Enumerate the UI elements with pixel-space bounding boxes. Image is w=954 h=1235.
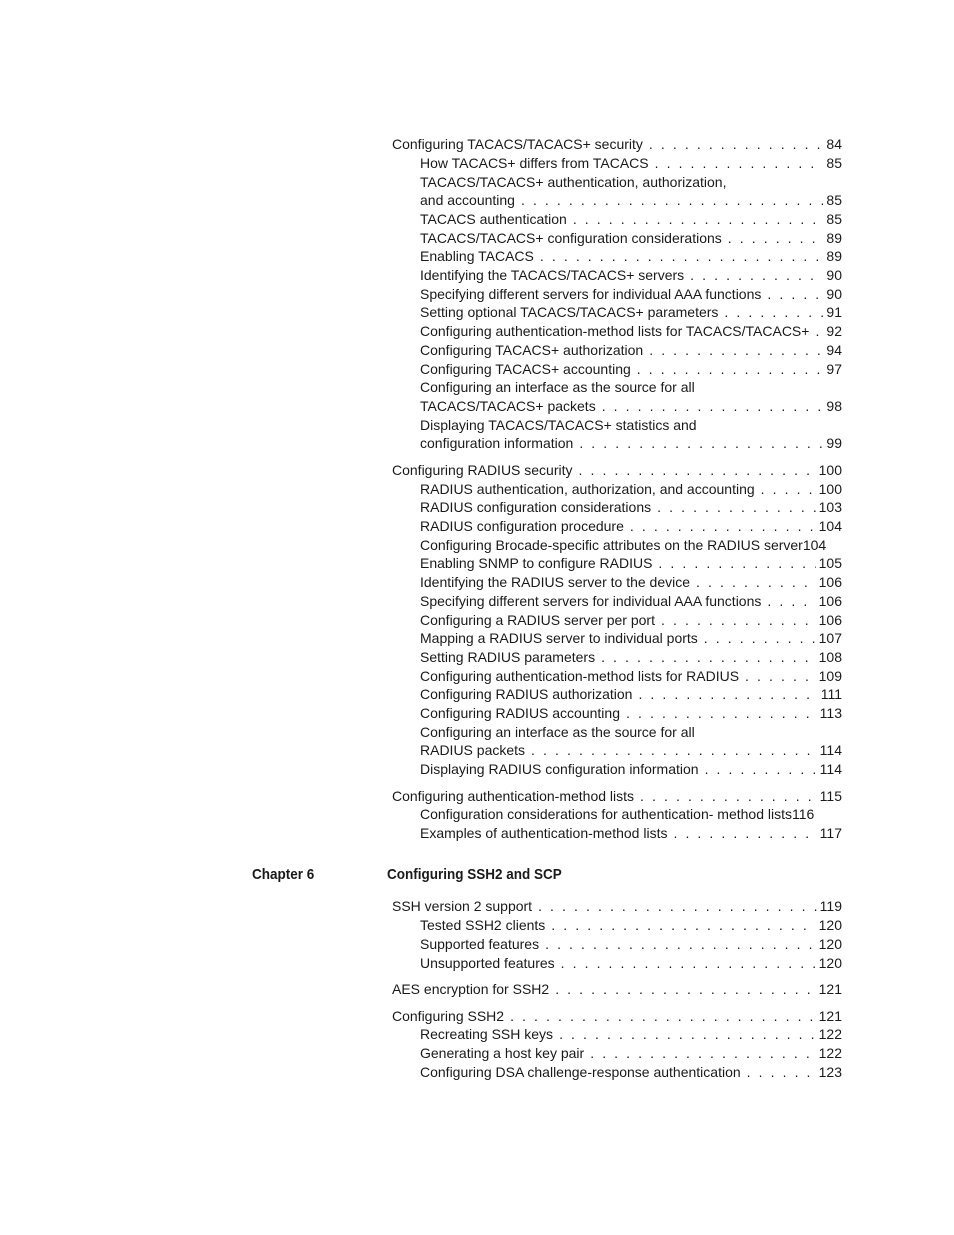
- toc-entry-title: TACACS/TACACS+ configuration considerations: [420, 230, 722, 246]
- toc-entry-page: 97: [826, 361, 842, 377]
- toc-entry-page: 90: [826, 267, 842, 283]
- toc-entry-page: 89: [826, 230, 842, 246]
- toc-entry-title: Specifying different servers for individual AAA functions: [420, 286, 762, 302]
- dot-leader: [626, 704, 817, 722]
- toc-entry[interactable]: [420, 247, 842, 265]
- dot-leader: [745, 667, 816, 685]
- dot-leader: [510, 1007, 816, 1025]
- toc-entry-title: Displaying RADIUS configuration information: [420, 761, 699, 777]
- toc-entry[interactable]: [420, 760, 842, 778]
- toc-entry-title: Configuring TACACS+ accounting: [420, 361, 631, 377]
- dot-leader: [573, 210, 824, 228]
- dot-leader: [705, 760, 817, 778]
- toc-entry[interactable]: [420, 285, 842, 303]
- toc-entry-title: Configuring TACACS/TACACS+ security: [392, 136, 643, 152]
- toc-entry-title: Identifying the TACACS/TACACS+ servers: [420, 267, 685, 283]
- dot-leader: [640, 787, 817, 805]
- toc-entry-continued: TACACS/TACACS+ authentication, authorization,: [420, 174, 727, 190]
- toc-entry-page: 123: [818, 1064, 842, 1080]
- toc-entry[interactable]: [392, 461, 842, 479]
- toc-entry-title: TACACS/TACACS+ packets: [420, 398, 596, 414]
- toc-entry-page: 119: [819, 898, 842, 914]
- dot-leader: [551, 916, 815, 934]
- toc-entry[interactable]: [420, 536, 842, 554]
- toc-entry-page: 116: [791, 806, 815, 822]
- dot-leader: [690, 266, 823, 284]
- dot-leader: [531, 741, 817, 759]
- dot-leader: [649, 135, 824, 153]
- toc-entry-page: 115: [819, 788, 842, 804]
- toc-entry[interactable]: [420, 611, 842, 629]
- toc-entry-page: 122: [818, 1026, 842, 1042]
- toc-entry-title: Recreating SSH keys: [420, 1026, 554, 1042]
- dot-leader: [747, 1063, 816, 1081]
- toc-entry-page: 84: [826, 136, 842, 152]
- toc-entry-title: Configuring authentication-method lists: [392, 788, 635, 804]
- toc-entry-page: 92: [826, 323, 842, 339]
- dot-leader: [545, 935, 816, 953]
- toc-entry[interactable]: [420, 210, 842, 228]
- toc-entry[interactable]: [420, 1063, 842, 1081]
- toc-entry[interactable]: [392, 135, 842, 153]
- toc-entry[interactable]: [420, 480, 842, 498]
- dot-leader: [724, 303, 823, 321]
- toc-entry-page: 106: [818, 593, 842, 609]
- toc-entry-title: Configuring RADIUS security: [392, 462, 573, 478]
- toc-entry-page: 104: [802, 537, 827, 553]
- toc-entry[interactable]: [420, 592, 842, 610]
- toc-entry[interactable]: [420, 1044, 842, 1062]
- toc-entry-page: 106: [818, 574, 842, 590]
- dot-leader: [728, 229, 824, 247]
- toc-entry[interactable]: [420, 303, 842, 321]
- toc-entry[interactable]: [420, 266, 842, 284]
- toc-entry-title: Configuring TACACS+ authorization: [420, 342, 644, 358]
- dot-leader: [696, 573, 816, 591]
- toc-entry-title: TACACS authentication: [420, 211, 567, 227]
- toc-entry-continued: Configuring an interface as the source for all: [420, 724, 695, 740]
- toc-entry-page: 98: [826, 398, 842, 414]
- toc-entry-page: 120: [818, 917, 842, 933]
- toc-entry-page: 100: [818, 462, 842, 478]
- chapter-title[interactable]: Configuring SSH2 and SCP: [387, 866, 562, 883]
- dot-leader: [661, 611, 816, 629]
- toc-entry-page: 100: [818, 481, 842, 497]
- dot-leader: [561, 954, 816, 972]
- toc-entry-page: 121: [818, 981, 842, 997]
- toc-entry-title: Enabling SNMP to configure RADIUS: [420, 555, 653, 571]
- toc-entry-page: 89: [826, 248, 842, 264]
- dot-leader: [815, 322, 823, 340]
- toc-entry-page: 111: [820, 686, 842, 702]
- toc-entry-title: Supported features: [420, 936, 540, 952]
- dot-leader: [540, 247, 824, 265]
- toc-entry[interactable]: [420, 935, 842, 953]
- toc-entry-title: How TACACS+ differs from TACACS: [420, 155, 649, 171]
- toc-entry-title: Tested SSH2 clients: [420, 917, 546, 933]
- toc-entry-title: RADIUS configuration procedure: [420, 518, 624, 534]
- toc-entry-title: Configuring DSA challenge-response authentication: [420, 1064, 741, 1080]
- dot-leader: [673, 824, 816, 842]
- toc-entry-page: 105: [818, 555, 842, 571]
- toc-entry-page: 99: [826, 435, 842, 451]
- toc-entry-page: 114: [819, 761, 842, 777]
- toc-entry-page: 114: [819, 742, 842, 758]
- toc-entry-page: 104: [818, 518, 842, 534]
- toc-entry-title: Configuration considerations for authentication- method lists: [420, 806, 792, 822]
- toc-entry-title: Configuring SSH2: [392, 1008, 505, 1024]
- toc-entry[interactable]: [420, 805, 842, 823]
- toc-entry-title: RADIUS configuration considerations: [420, 499, 652, 515]
- dot-leader: [655, 154, 824, 172]
- toc-entry-title: Configuring Brocade-specific attributes on the RADIUS server: [420, 537, 803, 553]
- dot-leader: [521, 191, 823, 209]
- toc-entry[interactable]: [420, 954, 842, 972]
- toc-entry[interactable]: [420, 517, 842, 535]
- dot-leader: [649, 341, 823, 359]
- dot-leader: [579, 461, 816, 479]
- dot-leader: [590, 1044, 815, 1062]
- toc-entry-title: Specifying different servers for individual AAA functions: [420, 593, 762, 609]
- toc-entry-title: Setting optional TACACS/TACACS+ parameters: [420, 304, 719, 320]
- dot-leader: [761, 480, 816, 498]
- dot-leader: [767, 592, 815, 610]
- toc-entry-page: 85: [826, 155, 842, 171]
- dot-leader: [704, 629, 816, 647]
- toc-entry-title: RADIUS packets: [420, 742, 526, 758]
- dot-leader: [601, 648, 816, 666]
- toc-entry[interactable]: [420, 434, 842, 452]
- toc-entry-title: Configuring authentication-method lists for RADIUS: [420, 668, 740, 684]
- toc-entry[interactable]: [420, 498, 842, 516]
- toc-entry-page: 108: [818, 649, 842, 665]
- toc-entry-continued: Configuring an interface as the source for all: [420, 379, 695, 395]
- toc-entry[interactable]: [420, 154, 842, 172]
- toc-entry[interactable]: [420, 704, 842, 722]
- toc-entry[interactable]: [420, 824, 842, 842]
- toc-entry-title: Configuring RADIUS authorization: [420, 686, 633, 702]
- dot-leader: [638, 685, 817, 703]
- toc-entry-page: 117: [819, 825, 842, 841]
- toc-entry-page: 113: [819, 705, 842, 721]
- toc-entry-page: 122: [818, 1045, 842, 1061]
- dot-leader: [767, 285, 823, 303]
- dot-leader: [637, 360, 824, 378]
- toc-entry-title: Setting RADIUS parameters: [420, 649, 596, 665]
- toc-entry-page: 120: [818, 936, 842, 952]
- toc-entry-title: Identifying the RADIUS server to the device: [420, 574, 691, 590]
- toc-entry[interactable]: [420, 1025, 842, 1043]
- toc-entry-title: SSH version 2 support: [392, 898, 533, 914]
- toc-entry-title: Unsupported features: [420, 955, 555, 971]
- toc-entry[interactable]: [420, 229, 842, 247]
- toc-entry-title: RADIUS authentication, authorization, and accounting: [420, 481, 755, 497]
- toc-entry-page: 120: [818, 955, 842, 971]
- toc-entry[interactable]: [392, 980, 842, 998]
- toc-entry[interactable]: [392, 787, 842, 805]
- toc-entry[interactable]: [420, 191, 842, 209]
- toc-entry[interactable]: [392, 897, 842, 915]
- toc-entry-title: Configuring authentication-method lists for TACACS/TACACS+: [420, 323, 810, 339]
- toc-entry-page: 103: [818, 499, 842, 515]
- toc-entry-title: configuration information: [420, 435, 574, 451]
- toc-entry-title: Configuring RADIUS accounting: [420, 705, 620, 721]
- toc-entry-page: 106: [818, 612, 842, 628]
- toc-entry-title: Mapping a RADIUS server to individual ports: [420, 630, 698, 646]
- dot-leader: [555, 980, 815, 998]
- dot-leader: [657, 498, 816, 516]
- toc-entry-title: AES encryption for SSH2: [392, 981, 550, 997]
- toc-entry-page: 91: [826, 304, 842, 320]
- dot-leader: [602, 397, 824, 415]
- toc-entry-title: Generating a host key pair: [420, 1045, 585, 1061]
- toc-entry[interactable]: [420, 573, 842, 591]
- toc-entry-page: 121: [818, 1008, 842, 1024]
- dot-leader: [630, 517, 816, 535]
- toc-entry-page: 94: [826, 342, 842, 358]
- dot-leader: [579, 434, 823, 452]
- toc-entry[interactable]: [420, 916, 842, 934]
- toc-entry-page: 109: [818, 668, 842, 684]
- chapter-label: Chapter 6: [252, 866, 315, 883]
- toc-entry-page: 90: [826, 286, 842, 302]
- toc-entry-title: Configuring a RADIUS server per port: [420, 612, 655, 628]
- toc-entry-continued: Displaying TACACS/TACACS+ statistics and: [420, 417, 697, 433]
- toc-entry-page: 107: [818, 630, 842, 646]
- toc-entry-title: Examples of authentication-method lists: [420, 825, 668, 841]
- toc-entry[interactable]: [420, 397, 842, 415]
- dot-leader: [559, 1025, 816, 1043]
- toc-entry[interactable]: [420, 648, 842, 666]
- dot-leader: [658, 554, 815, 572]
- dot-leader: [538, 897, 817, 915]
- toc-entry[interactable]: [392, 1007, 842, 1025]
- toc-entry[interactable]: [420, 667, 842, 685]
- toc-entry[interactable]: [420, 629, 842, 647]
- toc-entry[interactable]: [420, 741, 842, 759]
- toc-entry[interactable]: [420, 322, 842, 340]
- toc-entry-title: and accounting: [420, 192, 515, 208]
- toc-entry-page: 85: [826, 192, 842, 208]
- toc-entry-page: 85: [826, 211, 842, 227]
- toc-entry[interactable]: [420, 341, 842, 359]
- toc-entry-title: Enabling TACACS: [420, 248, 534, 264]
- toc-entry[interactable]: [420, 360, 842, 378]
- toc-entry[interactable]: [420, 554, 842, 572]
- toc-entry[interactable]: [420, 685, 842, 703]
